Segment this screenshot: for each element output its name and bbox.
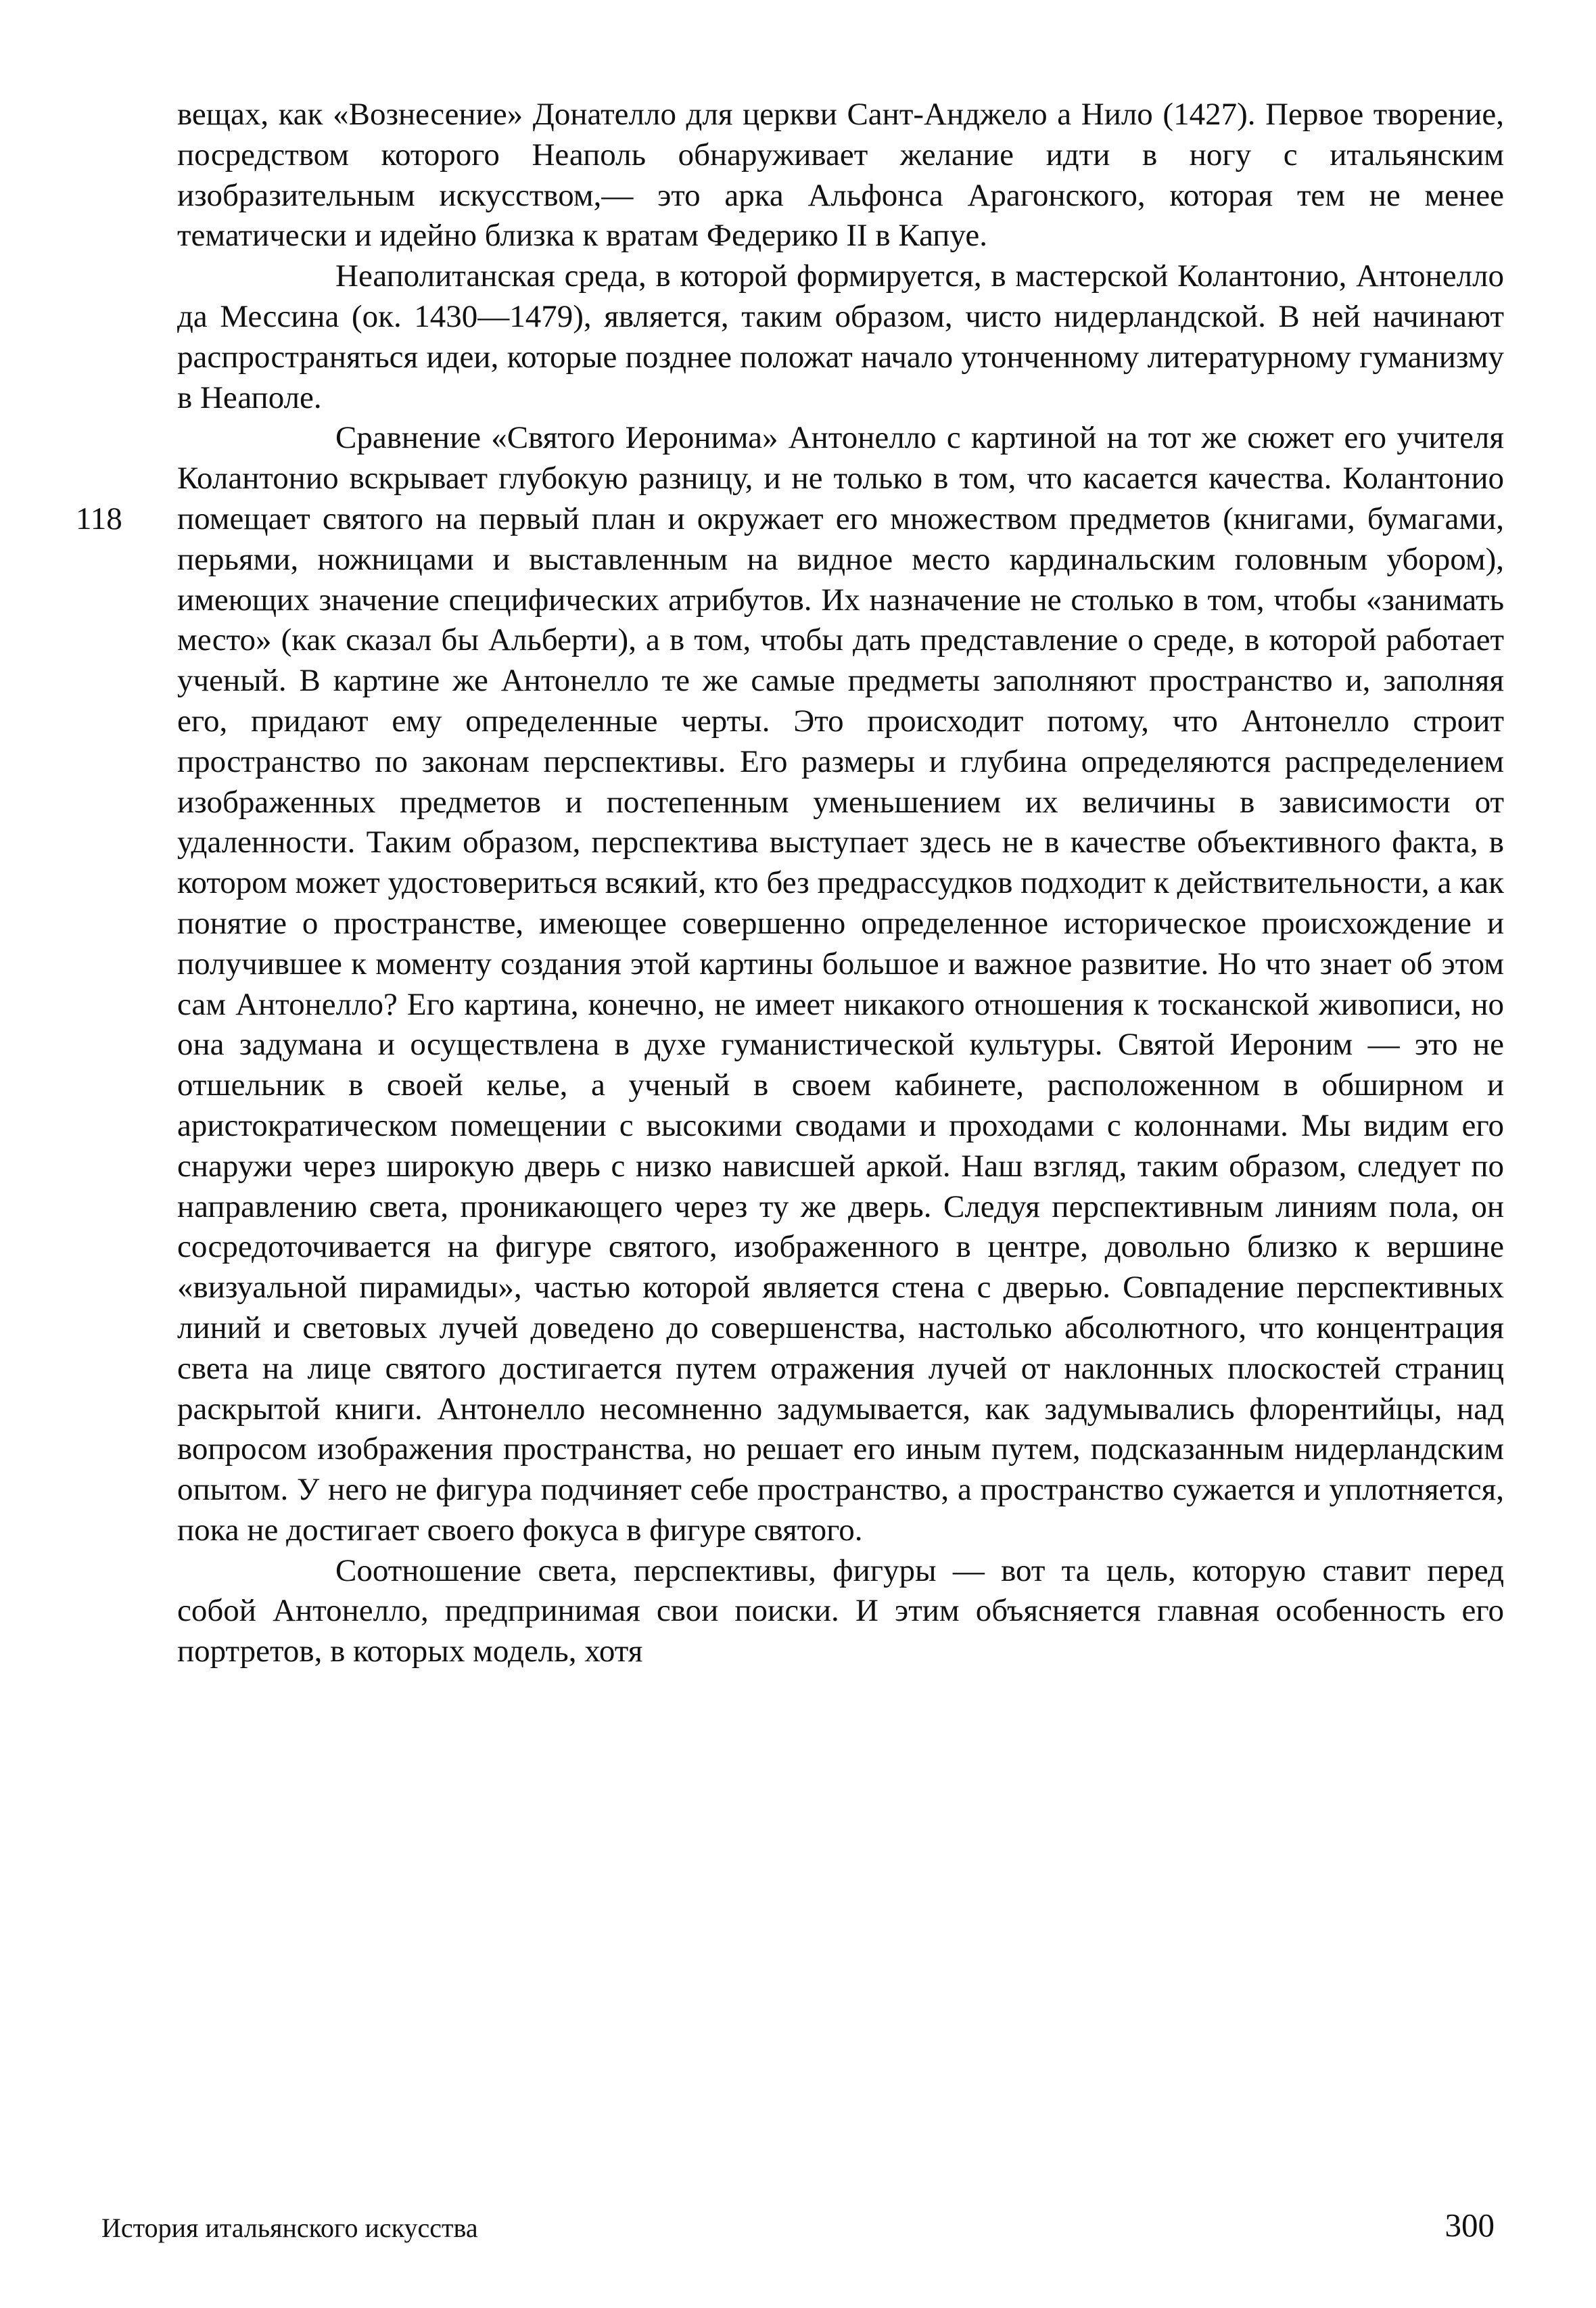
footer-book-title: История итальянского искусства — [101, 2213, 478, 2243]
paragraph-3: Сравнение «Святого Иеронима» Антонелло с картиной на тот же сюжет его учителя Колантонио вскрывает глубокую разницу, и не только в том, что касается качества. Колантонио помещает святого на первый план и окружает его множеством предметов (книгами, бумагами, перьями, ножницами и выставленным на видное место кардинальским головным убором), имеющих значение специфических атрибутов. Их назначение не столько в том, чтобы «занимать место» (как сказал бы Альберти), а в том, чтобы дать представление о среде, в которой работает ученый. В картине же Антонелло те же самые предметы заполняют пространство и, заполняя его, придают ему определенные черты. Это происходит потому, что Антонелло строит пространство по законам перспективы. Его размеры и глубина определяются распределением изображенных предметов и постепенным уменьшением их величины в зависимости от удаленности. Таким образом, перспектива выступает здесь не в качестве объективного факта, в котором может удостовериться всякий, кто без предрассудков подходит к действительности, а как понятие о пространстве, имеющее совершенно определенное историческое происхождение и получившее к моменту создания этой картины большое и важное развитие. Но что знает об этом сам Антонелло? Его картина, конечно, не имеет никакого отношения к тосканской живописи, но она задумана и осуществлена в духе гуманистической культуры. Святой Иероним — это не отшельник в своей келье, а ученый в своем кабинете, расположенном в обширном и аристократическом помещении с высокими сводами и проходами с колоннами. Мы видим его снаружи через широкую дверь с низко нависшей аркой. Наш взгляд, таким образом, следует по направлению света, проникающего через ту же дверь. Следуя перспективным линиям пола, он сосредоточивается на фигуре святого, изображенного в центре, довольно близко к вершине «визуальной пирамиды», частью которой является стена с дверью. Совпадение перспективных линий и световых лучей доведено до совершенства, настолько абсолютного, что концентрация света на лице святого достигается путем отражения лучей от наклонных плоскостей страниц раскрытой книги. Антонелло несомненно задумывается, как задумывались флорентийцы, над вопросом изображения пространства, но решает его иным путем, подсказанным нидерландским опытом. У него не фигура подчиняет себе пространство, а пространство сужается и уплотняется, пока не достигает своего фокуса в фигуре святого. — [177, 420, 1504, 1548]
paragraph-2: Неаполитанская среда, в которой формируется, в мастерской Колантонио, Антонелло да Мессина (ок. 1430—1479), является, таким образом, чисто нидерландской. В ней начинают распространяться идеи, которые позднее положат начало утонченному литературному гуманизму в Неаполе. — [177, 258, 1504, 415]
body-text — [177, 95, 1504, 1672]
paragraph-4: Соотношение света, перспективы, фигуры — вот та цель, которую ставит перед собой Антонелло, предпринимая свои поиски. И этим объясняется главная особенность его портретов, в которых модель, хотя — [177, 1552, 1504, 1669]
margin-figure-reference: 118 — [76, 501, 122, 536]
footer-page-number: 300 — [1445, 2207, 1495, 2244]
paragraph-1: вещах, как «Вознесение» Донателло для церкви Сант-Анджело а Нило (1427). Первое творение, посредством которого Неаполь обнаруживает желание идти в ногу с итальянским изобразительным искусством,— это арка Альфонса Арагонского, которая тем не менее тематически и идейно близка к вратам Федерико II в Капуе. — [177, 97, 1504, 254]
